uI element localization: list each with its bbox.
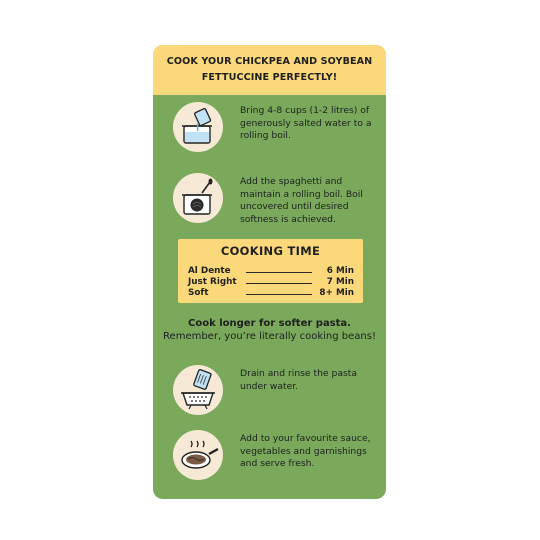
note-text: Remember, you’re literally cooking beans! bbox=[163, 331, 376, 342]
cooking-time-value: 7 Min bbox=[326, 277, 354, 287]
cooking-time-label: Soft bbox=[188, 288, 209, 298]
card-header bbox=[153, 45, 386, 95]
note-bold: Cook longer for softer pasta. bbox=[188, 318, 351, 329]
cooking-time-label: Al Dente bbox=[188, 266, 231, 276]
cooking-instructions-card bbox=[153, 45, 386, 499]
row-leader-line bbox=[246, 283, 312, 284]
cooking-note bbox=[163, 317, 376, 343]
step-4 bbox=[153, 430, 386, 490]
cooking-time-label: Just Right bbox=[188, 277, 237, 287]
cooking-time-value: 6 Min bbox=[326, 266, 354, 276]
cooking-time-title: COOKING TIME bbox=[220, 244, 321, 258]
pan-icon bbox=[173, 430, 223, 480]
cooking-time-box bbox=[178, 239, 363, 303]
colander-icon bbox=[173, 365, 223, 415]
cooking-time-row bbox=[188, 277, 354, 288]
cooking-time-row bbox=[188, 266, 354, 277]
pot-pasta-icon bbox=[173, 173, 223, 223]
row-leader-line bbox=[246, 272, 312, 273]
row-leader-line bbox=[246, 294, 312, 295]
step-3-text: Drain and rinse the pasta under water. bbox=[240, 368, 357, 392]
step-1 bbox=[153, 102, 386, 162]
step-3 bbox=[153, 365, 386, 425]
header-title: COOK YOUR CHICKPEA AND SOYBEAN FETTUCCINE PERFECTLY! bbox=[166, 56, 373, 83]
cooking-time-row bbox=[188, 288, 354, 299]
step-2-text: Add the spaghetti and maintain a rolling boil. Boil uncovered until desired softness is achieved. bbox=[240, 176, 363, 225]
step-4-text: Add to your favourite sauce, vegetables and garnishings and serve fresh. bbox=[240, 433, 371, 469]
step-2 bbox=[153, 173, 386, 233]
pot-water-icon bbox=[173, 102, 223, 152]
step-1-text: Bring 4-8 cups (1-2 litres) of generously salted water to a rolling boil. bbox=[240, 105, 372, 141]
cooking-time-value: 8+ Min bbox=[319, 288, 354, 298]
